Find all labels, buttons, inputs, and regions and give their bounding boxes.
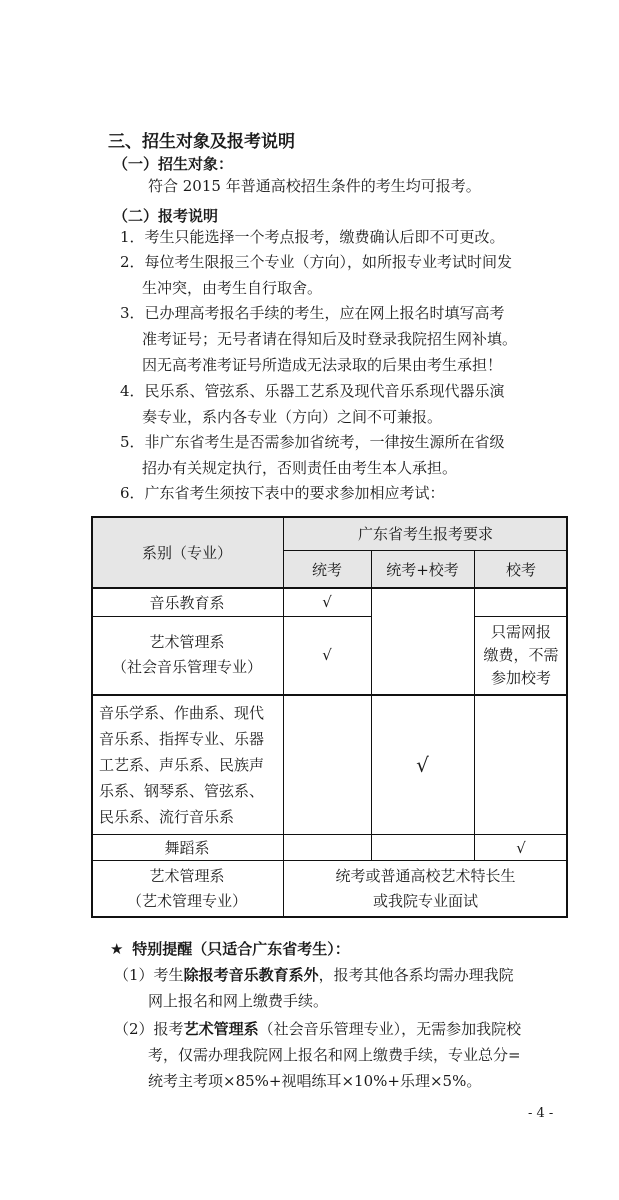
- table-row-3-dept: 音乐学系、作曲系、现代 音乐系、指挥专业、乐器 工艺系、声乐系、民族声 乐系、钢琴系、管弦系、 民乐系、流行音乐系: [99, 704, 265, 826]
- table-row-2-note: 只需网报 缴费，不需 参加校考: [483, 622, 559, 687]
- table-row-5-dept: 艺术管理系 （艺术管理专业）: [126, 866, 247, 910]
- check-mark: √: [322, 646, 332, 664]
- list-item: 1．考生只能选择一个考点报考，缴费确认后即不可更改。: [120, 228, 505, 246]
- table-row-5-req: 统考或普通高校艺术特长生 或我院专业面试: [335, 866, 516, 910]
- section-title: 三、招生对象及报考说明: [108, 132, 295, 152]
- notice-item-2: （2）报考艺术管理系（社会音乐管理专业），无需参加我院校 考，仅需办理我院网上报名和网上缴费手续，专业总分= 统考主考项×85%+视唱练耳×10%+乐理×5%。: [114, 1020, 522, 1090]
- list-item: 3．已办理高考报名手续的考生，应在网上报名时填写高考 准考证号；无号者请在得知后及时登录我院招生网补填。 因无高考准考证号所造成无法录取的后果由考生承担！: [120, 304, 518, 374]
- star-icon: ★: [110, 940, 124, 958]
- table-row-2-dept: 艺术管理系 （社会音乐管理专业）: [111, 633, 262, 676]
- col-tongkao: 统考: [311, 560, 342, 579]
- list-item: 4．民乐系、管弦系、乐器工艺系及现代音乐系现代器乐演 奏专业，系内各专业（方向）之间不可兼报。: [120, 382, 505, 426]
- notice-title: ★ 特别提醒（只适合广东省考生）：: [110, 940, 350, 958]
- header-group: 广东省考生报考要求: [357, 524, 493, 543]
- table-row-4-dept: 舞蹈系: [164, 839, 210, 857]
- page-number: - 4 -: [528, 1106, 554, 1121]
- subsection-title-1: （一）招生对象：: [113, 155, 234, 173]
- list-item: 5．非广东省考生是否需参加省统考，一律按生源所在省级 招办有关规定执行，否则责任由考生本人承担。: [120, 433, 505, 477]
- subsection-text-1: 符合 2015 年普通高校招生条件的考生均可报考。: [148, 177, 481, 195]
- check-mark: √: [322, 593, 332, 611]
- subsection-title-2: （二）报考说明: [113, 207, 219, 225]
- col-xiaokao: 校考: [505, 560, 536, 579]
- check-mark: √: [516, 838, 526, 857]
- header-dept: 系别（专业）: [141, 543, 232, 562]
- list-item: 6．广东省考生须按下表中的要求参加相应考试：: [120, 484, 445, 502]
- table-row-1-dept: 音乐教育系: [149, 593, 225, 612]
- requirements-table: [91, 516, 568, 918]
- list-item: 2．每位考生限报三个专业（方向），如所报专业考试时间发 生冲突，由考生自行取舍。: [120, 253, 513, 297]
- col-both: 统考+校考: [386, 560, 459, 579]
- notice-item-1: （1）考生除报考音乐教育系外，报考其他各系均需办理我院 网上报名和网上缴费手续。: [114, 966, 514, 1010]
- check-mark: √: [416, 753, 429, 777]
